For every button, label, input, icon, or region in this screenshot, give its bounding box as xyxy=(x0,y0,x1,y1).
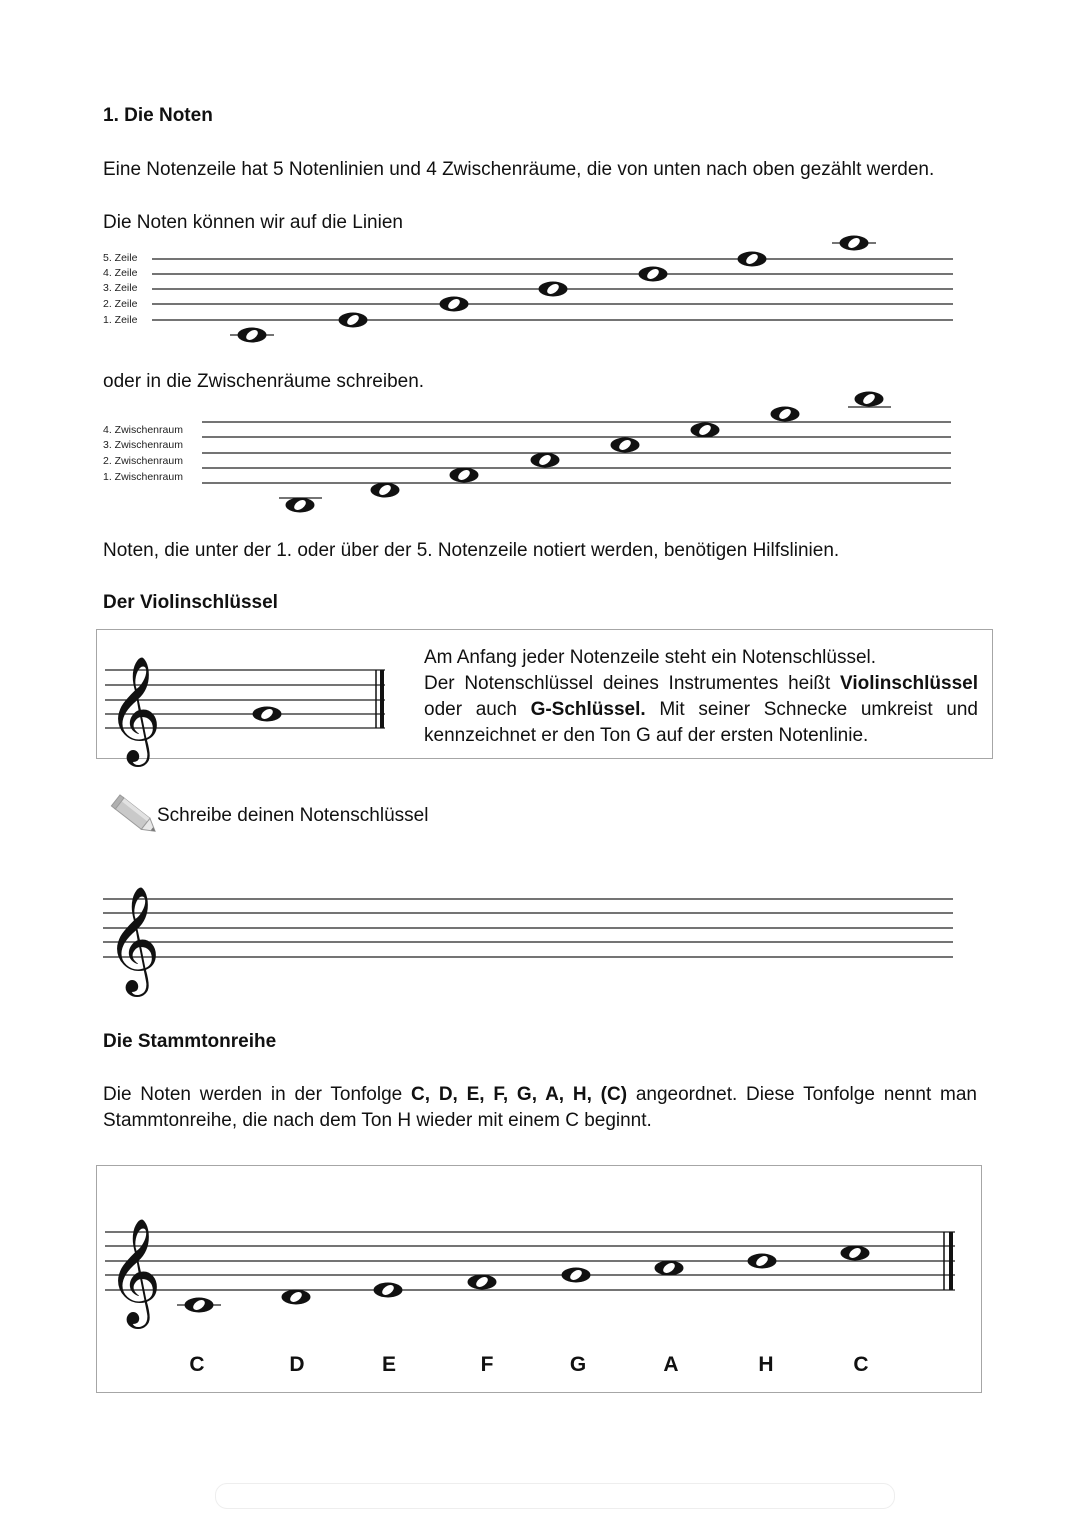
g-clef-term: G-Schlüssel. xyxy=(530,699,646,720)
note-label-c: C xyxy=(189,1353,205,1376)
ledger-text: Noten, die unter der 1. oder über der 5. Notenzeile notiert werden, benötigen Hilfslinien. xyxy=(103,540,840,561)
violin-line1: Am Anfang jeder Notenzeile steht ein Notenschlüssel. xyxy=(424,647,877,668)
note xyxy=(655,1261,684,1276)
note-label-h: H xyxy=(758,1353,774,1376)
line-label-3: 3. Zeile xyxy=(103,282,138,294)
note-label-c-high: C xyxy=(853,1353,869,1376)
space-label-4: 4. Zwischenraum xyxy=(103,424,183,436)
stammton-text xyxy=(103,1082,977,1134)
line-label-2: 2. Zeile xyxy=(103,298,138,310)
lines-text: Die Noten können wir auf die Linien xyxy=(103,212,403,233)
violin-line2a: Der Notenschlüssel deines Instrumentes heißt xyxy=(424,673,841,694)
note xyxy=(468,1275,497,1290)
note xyxy=(841,1246,870,1261)
violin-term: Violinschlüssel xyxy=(840,673,978,694)
treble-clef-icon: 𝄞 xyxy=(107,655,162,762)
space-label-3: 3. Zwischenraum xyxy=(103,439,183,451)
note-label-e: E xyxy=(381,1353,397,1376)
exercise-text: Schreibe deinen Notenschlüssel xyxy=(157,805,429,826)
note-label-g: G xyxy=(569,1353,587,1376)
note xyxy=(185,1298,214,1313)
stammton-heading: Die Stammtonreihe xyxy=(103,1031,277,1052)
treble-clef-icon: 𝄞 xyxy=(107,1217,162,1324)
section-title: 1. Die Noten xyxy=(103,105,213,126)
violin-line2e: Mit seiner Schnecke umkreist und kennzeichnet er den Ton G auf der ersten Notenlinie. xyxy=(424,699,978,746)
note xyxy=(282,1290,311,1305)
violin-line2c: oder auch xyxy=(424,699,531,720)
line-label-1: 1. Zeile xyxy=(103,314,138,326)
stammton-text-a: Die Noten werden in der Tonfolge xyxy=(103,1084,412,1105)
spaces-text: oder in die Zwischenräume schreiben. xyxy=(103,371,425,392)
treble-clef-icon: 𝄞 xyxy=(106,885,161,992)
note-label-a: A xyxy=(663,1353,679,1376)
note-label-d: D xyxy=(289,1353,305,1376)
stammton-sequence: C, D, E, F, G, A, H, (C) xyxy=(411,1084,628,1105)
note-label-f: F xyxy=(480,1353,494,1376)
space-label-1: 1. Zwischenraum xyxy=(103,471,183,483)
stammton-staff-figure xyxy=(97,1166,981,1392)
violin-heading: Der Violinschlüssel xyxy=(103,592,278,613)
note xyxy=(748,1254,777,1269)
line-label-4: 4. Zeile xyxy=(103,267,138,279)
note xyxy=(562,1268,591,1283)
intro-text: Eine Notenzeile hat 5 Notenlinien und 4 Zwischenräume, die von unten nach oben gezählt werden. xyxy=(103,159,935,180)
space-label-2: 2. Zwischenraum xyxy=(103,455,183,467)
footer-smudge xyxy=(215,1483,895,1509)
stammton-text-c: angeordnet. Diese Tonfolge nennt man Stammtonreihe, die nach dem Ton H wieder mit einem C beginnt. xyxy=(103,1084,978,1131)
stammton-box xyxy=(96,1165,982,1393)
line-label-5: 5. Zeile xyxy=(103,252,138,264)
note xyxy=(374,1283,403,1298)
